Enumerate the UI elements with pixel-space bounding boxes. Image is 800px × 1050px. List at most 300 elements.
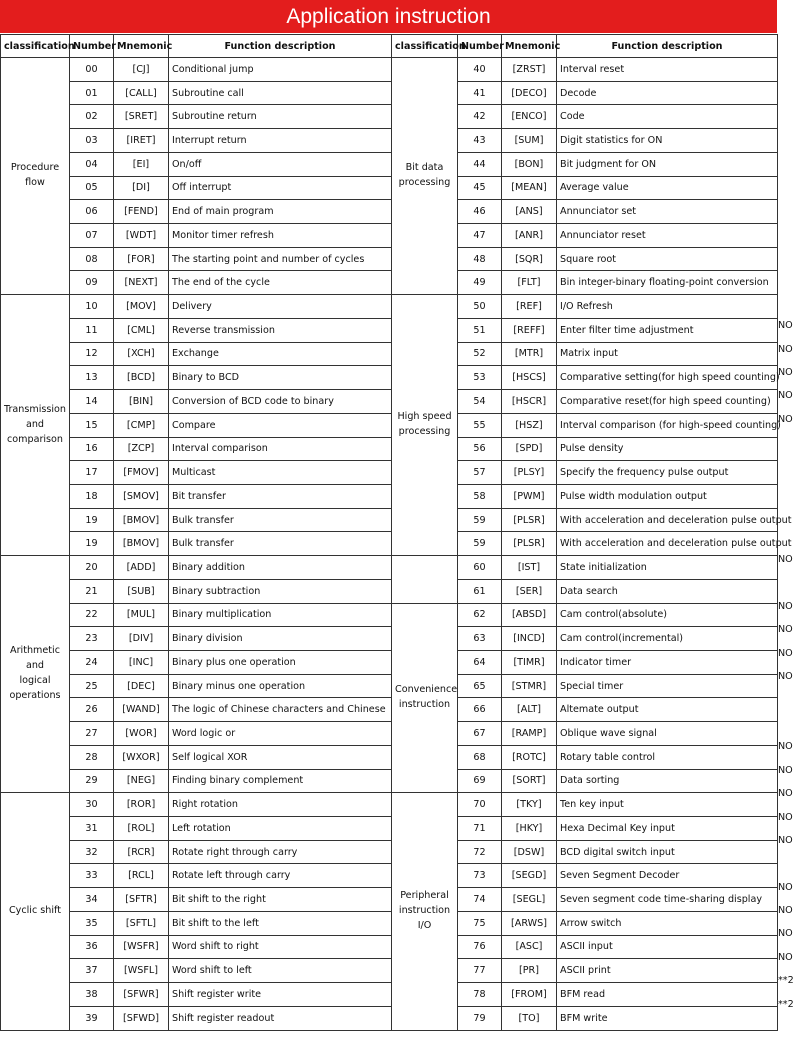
instruction-mnemonic: [HSCR]	[502, 390, 557, 414]
support-note: NO	[778, 741, 793, 753]
support-note: NO	[778, 390, 793, 402]
instruction-number: 54	[458, 390, 502, 414]
instruction-description: Comparative reset(for high speed counting)	[557, 390, 778, 414]
instruction-mnemonic: [RAMP]	[502, 722, 557, 746]
instruction-description: Specify the frequency pulse output	[557, 461, 778, 485]
instruction-mnemonic: [EI]	[114, 152, 169, 176]
instruction-number: 26	[70, 698, 114, 722]
instruction-mnemonic: [ZCP]	[114, 437, 169, 461]
classification-cell: Convenience instruction	[392, 603, 458, 793]
table-row	[1, 342, 778, 366]
instruction-mnemonic: [HSCS]	[502, 366, 557, 390]
instruction-mnemonic: [ANR]	[502, 224, 557, 248]
instruction-mnemonic: [BMOV]	[114, 508, 169, 532]
instruction-number: 12	[70, 342, 114, 366]
instruction-description: Binary multiplication	[169, 603, 392, 627]
instruction-number: 24	[70, 650, 114, 674]
instruction-description: Bulk transfer	[169, 508, 392, 532]
support-note	[778, 291, 800, 314]
support-note	[778, 431, 800, 454]
support-note	[778, 151, 800, 174]
instruction-description: ASCII print	[557, 959, 778, 983]
support-note	[778, 127, 800, 150]
table-row	[1, 247, 778, 271]
instruction-mnemonic: [PR]	[502, 959, 557, 983]
support-note: NO	[778, 764, 793, 776]
instruction-mnemonic: [FOR]	[114, 247, 169, 271]
classification-cell: Arithmetic and logical operations	[1, 556, 70, 793]
instruction-description: Bulk transfer	[169, 532, 392, 556]
instruction-number: 59	[458, 532, 502, 556]
instruction-description: Square root	[557, 247, 778, 271]
instruction-table	[0, 34, 792, 1031]
table-row	[1, 318, 778, 342]
instruction-mnemonic: [MUL]	[114, 603, 169, 627]
table-row	[1, 58, 778, 82]
table-row	[1, 983, 778, 1007]
instruction-mnemonic: [ROR]	[114, 793, 169, 817]
instruction-description: Binary subtraction	[169, 579, 392, 603]
instruction-mnemonic: [TKY]	[502, 793, 557, 817]
instruction-mnemonic: [DIV]	[114, 627, 169, 651]
instruction-number: 42	[458, 105, 502, 129]
table-row	[1, 152, 778, 176]
instruction-number: 52	[458, 342, 502, 366]
instruction-description: Interval reset	[557, 58, 778, 82]
instruction-number: 07	[70, 224, 114, 248]
header-row	[1, 35, 778, 58]
classification-cell: Cyclic shift	[1, 793, 70, 1031]
header-classification-left: classification	[1, 35, 70, 58]
support-note	[778, 689, 800, 712]
instruction-description: Rotary table control	[557, 745, 778, 769]
table-row	[1, 579, 778, 603]
instruction-number: 37	[70, 959, 114, 983]
instruction-number: 34	[70, 888, 114, 912]
instruction-mnemonic: [WOR]	[114, 722, 169, 746]
table-row	[1, 390, 778, 414]
support-note: NO	[778, 554, 793, 566]
table-row	[1, 817, 778, 841]
table-row	[1, 200, 778, 224]
support-note: NO	[778, 811, 793, 823]
instruction-mnemonic: [MOV]	[114, 295, 169, 319]
instruction-number: 75	[458, 911, 502, 935]
instruction-mnemonic: [ENCO]	[502, 105, 557, 129]
table-row	[1, 81, 778, 105]
instruction-description: Comparative setting(for high speed counting)	[557, 366, 778, 390]
instruction-number: 02	[70, 105, 114, 129]
instruction-number: 65	[458, 674, 502, 698]
classification-cell: Peripheral instruction I/O	[392, 793, 458, 1031]
instruction-mnemonic: [SUB]	[114, 579, 169, 603]
instruction-mnemonic: [BCD]	[114, 366, 169, 390]
instruction-description: BFM read	[557, 983, 778, 1007]
instruction-number: 22	[70, 603, 114, 627]
instruction-description: Exchange	[169, 342, 392, 366]
instruction-mnemonic: [CML]	[114, 318, 169, 342]
support-note	[778, 455, 800, 478]
instruction-number: 40	[458, 58, 502, 82]
instruction-description: Rotate right through carry	[169, 840, 392, 864]
instruction-description: Indicator timer	[557, 650, 778, 674]
classification-cell: Bit data processing	[392, 58, 458, 295]
instruction-description: Compare	[169, 413, 392, 437]
instruction-mnemonic: [SMOV]	[114, 484, 169, 508]
instruction-mnemonic: [SFWR]	[114, 983, 169, 1007]
instruction-mnemonic: [SFTL]	[114, 911, 169, 935]
support-note	[778, 478, 800, 501]
instruction-mnemonic: [FEND]	[114, 200, 169, 224]
instruction-mnemonic: [DEC]	[114, 674, 169, 698]
instruction-mnemonic: [SQR]	[502, 247, 557, 271]
instruction-mnemonic: [ANS]	[502, 200, 557, 224]
instruction-mnemonic: [FLT]	[502, 271, 557, 295]
instruction-number: 63	[458, 627, 502, 651]
instruction-description: Special timer	[557, 674, 778, 698]
instruction-mnemonic: [IRET]	[114, 129, 169, 153]
instruction-number: 30	[70, 793, 114, 817]
instruction-description: Off interrupt	[169, 176, 392, 200]
support-note: NO	[778, 367, 793, 379]
instruction-mnemonic: [INCD]	[502, 627, 557, 651]
table-row	[1, 224, 778, 248]
support-note: **2	[778, 975, 794, 987]
instruction-description: Binary addition	[169, 556, 392, 580]
instruction-description: End of main program	[169, 200, 392, 224]
instruction-number: 00	[70, 58, 114, 82]
instruction-number: 13	[70, 366, 114, 390]
support-note: NO	[778, 624, 793, 636]
instruction-mnemonic: [REFF]	[502, 318, 557, 342]
instruction-mnemonic: [XCH]	[114, 342, 169, 366]
instruction-mnemonic: [PLSR]	[502, 532, 557, 556]
instruction-number: 01	[70, 81, 114, 105]
instruction-mnemonic: [WDT]	[114, 224, 169, 248]
support-note: NO	[778, 343, 793, 355]
header-classification-right: classification	[392, 35, 458, 58]
instruction-description: With acceleration and deceleration pulse output	[557, 508, 778, 532]
instruction-mnemonic: [HKY]	[502, 817, 557, 841]
support-note	[778, 174, 800, 197]
support-note	[778, 525, 800, 548]
instruction-description: Binary minus one operation	[169, 674, 392, 698]
instruction-number: 32	[70, 840, 114, 864]
table-row	[1, 840, 778, 864]
table-row	[1, 911, 778, 935]
page-title: Application instruction	[0, 0, 777, 33]
instruction-description: Hexa Decimal Key input	[557, 817, 778, 841]
instruction-description: Pulse density	[557, 437, 778, 461]
instruction-description: Reverse transmission	[169, 318, 392, 342]
table-row	[1, 627, 778, 651]
instruction-description: BFM write	[557, 1006, 778, 1030]
support-note	[778, 268, 800, 291]
table-row	[1, 674, 778, 698]
instruction-number: 79	[458, 1006, 502, 1030]
instruction-description: The logic of Chinese characters and Chinese	[169, 698, 392, 722]
instruction-number: 03	[70, 129, 114, 153]
support-note	[778, 244, 800, 267]
table-row	[1, 437, 778, 461]
support-note: NO	[778, 788, 793, 800]
support-note: NO	[778, 671, 793, 683]
instruction-description: Average value	[557, 176, 778, 200]
instruction-description: State initialization	[557, 556, 778, 580]
instruction-description: Digit statistics for ON	[557, 129, 778, 153]
instruction-description: Interval comparison (for high-speed counting)	[557, 413, 778, 437]
support-note: NO	[778, 600, 793, 612]
instruction-number: 64	[458, 650, 502, 674]
header-description-left: Function description	[169, 35, 392, 58]
instruction-mnemonic: [WAND]	[114, 698, 169, 722]
instruction-mnemonic: [ARWS]	[502, 911, 557, 935]
instruction-number: 06	[70, 200, 114, 224]
support-note: **2	[778, 998, 794, 1010]
instruction-number: 49	[458, 271, 502, 295]
instruction-number: 50	[458, 295, 502, 319]
support-note: NO	[778, 951, 793, 963]
instruction-number: 76	[458, 935, 502, 959]
instruction-description: Annunciator reset	[557, 224, 778, 248]
table-row	[1, 461, 778, 485]
instruction-description: Delivery	[169, 295, 392, 319]
instruction-description: Self logical XOR	[169, 745, 392, 769]
instruction-description: Word logic or	[169, 722, 392, 746]
instruction-mnemonic: [FROM]	[502, 983, 557, 1007]
table-row	[1, 959, 778, 983]
table-row	[1, 413, 778, 437]
header-mnemonic-left: Mnemonic	[114, 35, 169, 58]
instruction-mnemonic: [MEAN]	[502, 176, 557, 200]
classification-cell: High speed processing	[392, 295, 458, 556]
instruction-number: 16	[70, 437, 114, 461]
instruction-number: 09	[70, 271, 114, 295]
instruction-description: Matrix input	[557, 342, 778, 366]
instruction-description: Bit judgment for ON	[557, 152, 778, 176]
instruction-mnemonic: [SEGD]	[502, 864, 557, 888]
table-row	[1, 793, 778, 817]
instruction-description: Subroutine call	[169, 81, 392, 105]
instruction-number: 60	[458, 556, 502, 580]
instruction-description: Shift register readout	[169, 1006, 392, 1030]
instruction-description: Decode	[557, 81, 778, 105]
instruction-mnemonic: [DI]	[114, 176, 169, 200]
instruction-description: Conditional jump	[169, 58, 392, 82]
instruction-description: Data sorting	[557, 769, 778, 793]
instruction-description: Right rotation	[169, 793, 392, 817]
support-note	[778, 501, 800, 524]
instruction-mnemonic: [CALL]	[114, 81, 169, 105]
instruction-number: 58	[458, 484, 502, 508]
instruction-number: 18	[70, 484, 114, 508]
instruction-number: 47	[458, 224, 502, 248]
instruction-description: Interval comparison	[169, 437, 392, 461]
instruction-mnemonic: [SPD]	[502, 437, 557, 461]
instruction-description: Cam control(absolute)	[557, 603, 778, 627]
instruction-number: 43	[458, 129, 502, 153]
header-description-right: Function description	[557, 35, 778, 58]
instruction-description: Shift register write	[169, 983, 392, 1007]
instruction-number: 25	[70, 674, 114, 698]
instruction-description: Seven segment code time-sharing display	[557, 888, 778, 912]
instruction-description: Binary to BCD	[169, 366, 392, 390]
instruction-number: 78	[458, 983, 502, 1007]
table-row	[1, 366, 778, 390]
instruction-mnemonic: [HSZ]	[502, 413, 557, 437]
table-row	[1, 650, 778, 674]
instruction-mnemonic: [DSW]	[502, 840, 557, 864]
instruction-number: 77	[458, 959, 502, 983]
instruction-mnemonic: [BON]	[502, 152, 557, 176]
support-note	[778, 852, 800, 875]
instruction-number: 28	[70, 745, 114, 769]
instruction-description: Word shift to left	[169, 959, 392, 983]
instruction-description: Multicast	[169, 461, 392, 485]
instruction-description: Pulse width modulation output	[557, 484, 778, 508]
instruction-mnemonic: [PLSY]	[502, 461, 557, 485]
table-row	[1, 484, 778, 508]
instruction-description: The starting point and number of cycles	[169, 247, 392, 271]
instruction-description: Bit shift to the right	[169, 888, 392, 912]
instruction-description: Finding binary complement	[169, 769, 392, 793]
instruction-description: I/O Refresh	[557, 295, 778, 319]
instruction-number: 72	[458, 840, 502, 864]
instruction-description: Conversion of BCD code to binary	[169, 390, 392, 414]
instruction-number: 27	[70, 722, 114, 746]
instruction-mnemonic: [ASC]	[502, 935, 557, 959]
instruction-description: Bit transfer	[169, 484, 392, 508]
instruction-number: 19	[70, 508, 114, 532]
instruction-description: Altemate output	[557, 698, 778, 722]
instruction-number: 21	[70, 579, 114, 603]
instruction-mnemonic: [SORT]	[502, 769, 557, 793]
instruction-number: 29	[70, 769, 114, 793]
instruction-number: 14	[70, 390, 114, 414]
instruction-mnemonic: [CJ]	[114, 58, 169, 82]
instruction-number: 55	[458, 413, 502, 437]
instruction-number: 05	[70, 176, 114, 200]
instruction-number: 69	[458, 769, 502, 793]
instruction-number: 20	[70, 556, 114, 580]
instruction-mnemonic: [BMOV]	[114, 532, 169, 556]
instruction-mnemonic: [SUM]	[502, 129, 557, 153]
table-row	[1, 603, 778, 627]
instruction-mnemonic: [SEGL]	[502, 888, 557, 912]
instruction-mnemonic: [REF]	[502, 295, 557, 319]
instruction-number: 41	[458, 81, 502, 105]
instruction-description: Rotate left through carry	[169, 864, 392, 888]
instruction-description: Binary division	[169, 627, 392, 651]
table-row	[1, 129, 778, 153]
instruction-number: 15	[70, 413, 114, 437]
instruction-mnemonic: [ROL]	[114, 817, 169, 841]
instruction-mnemonic: [NEG]	[114, 769, 169, 793]
instruction-mnemonic: [PWM]	[502, 484, 557, 508]
instruction-mnemonic: [CMP]	[114, 413, 169, 437]
instruction-number: 23	[70, 627, 114, 651]
instruction-mnemonic: [SFTR]	[114, 888, 169, 912]
instruction-mnemonic: [WSFL]	[114, 959, 169, 983]
instruction-description: Arrow switch	[557, 911, 778, 935]
instruction-description: Ten key input	[557, 793, 778, 817]
classification-cell: Transmission and comparison	[1, 295, 70, 556]
support-note	[778, 221, 800, 244]
instruction-description: Cam control(incremental)	[557, 627, 778, 651]
instruction-number: 71	[458, 817, 502, 841]
table-row	[1, 935, 778, 959]
table-row	[1, 769, 778, 793]
instruction-number: 68	[458, 745, 502, 769]
table-row	[1, 864, 778, 888]
instruction-description: On/off	[169, 152, 392, 176]
instruction-mnemonic: [STMR]	[502, 674, 557, 698]
support-note: NO	[778, 881, 793, 893]
instruction-description: Subroutine return	[169, 105, 392, 129]
instruction-description: Word shift to right	[169, 935, 392, 959]
table-row	[1, 1006, 778, 1030]
instruction-description: Monitor timer refresh	[169, 224, 392, 248]
instruction-mnemonic: [SFWD]	[114, 1006, 169, 1030]
header-number-left: Number	[70, 35, 114, 58]
table-row	[1, 176, 778, 200]
instruction-description: Oblique wave signal	[557, 722, 778, 746]
instruction-number: 74	[458, 888, 502, 912]
support-note	[778, 712, 800, 735]
instruction-number: 73	[458, 864, 502, 888]
table-row	[1, 532, 778, 556]
instruction-mnemonic: [TIMR]	[502, 650, 557, 674]
instruction-number: 51	[458, 318, 502, 342]
instruction-description: ASCII input	[557, 935, 778, 959]
instruction-number: 56	[458, 437, 502, 461]
instruction-number: 36	[70, 935, 114, 959]
support-note: NO	[778, 647, 793, 659]
support-note: NO	[778, 413, 793, 425]
table-row	[1, 698, 778, 722]
instruction-mnemonic: [TO]	[502, 1006, 557, 1030]
table-row	[1, 888, 778, 912]
instruction-number: 31	[70, 817, 114, 841]
instruction-mnemonic: [NEXT]	[114, 271, 169, 295]
support-note	[778, 197, 800, 220]
instruction-mnemonic: [SER]	[502, 579, 557, 603]
instruction-description: Data search	[557, 579, 778, 603]
instruction-mnemonic: [FMOV]	[114, 461, 169, 485]
notes-column	[778, 57, 800, 1016]
instruction-number: 39	[70, 1006, 114, 1030]
instruction-mnemonic: [ZRST]	[502, 58, 557, 82]
instruction-description: Bit shift to the left	[169, 911, 392, 935]
instruction-mnemonic: [INC]	[114, 650, 169, 674]
table-row	[1, 745, 778, 769]
classification-cell: Procedure flow	[1, 58, 70, 295]
instruction-description: With acceleration and deceleration pulse output	[557, 532, 778, 556]
instruction-description: Bin integer-binary floating-point conversion	[557, 271, 778, 295]
instruction-mnemonic: [RCL]	[114, 864, 169, 888]
instruction-description: BCD digital switch input	[557, 840, 778, 864]
table-row	[1, 295, 778, 319]
instruction-number: 35	[70, 911, 114, 935]
table-row	[1, 722, 778, 746]
instruction-description: Interrupt return	[169, 129, 392, 153]
table-row	[1, 271, 778, 295]
table-row	[1, 556, 778, 580]
instruction-number: 66	[458, 698, 502, 722]
instruction-number: 08	[70, 247, 114, 271]
instruction-number: 45	[458, 176, 502, 200]
support-note: NO	[778, 320, 793, 332]
